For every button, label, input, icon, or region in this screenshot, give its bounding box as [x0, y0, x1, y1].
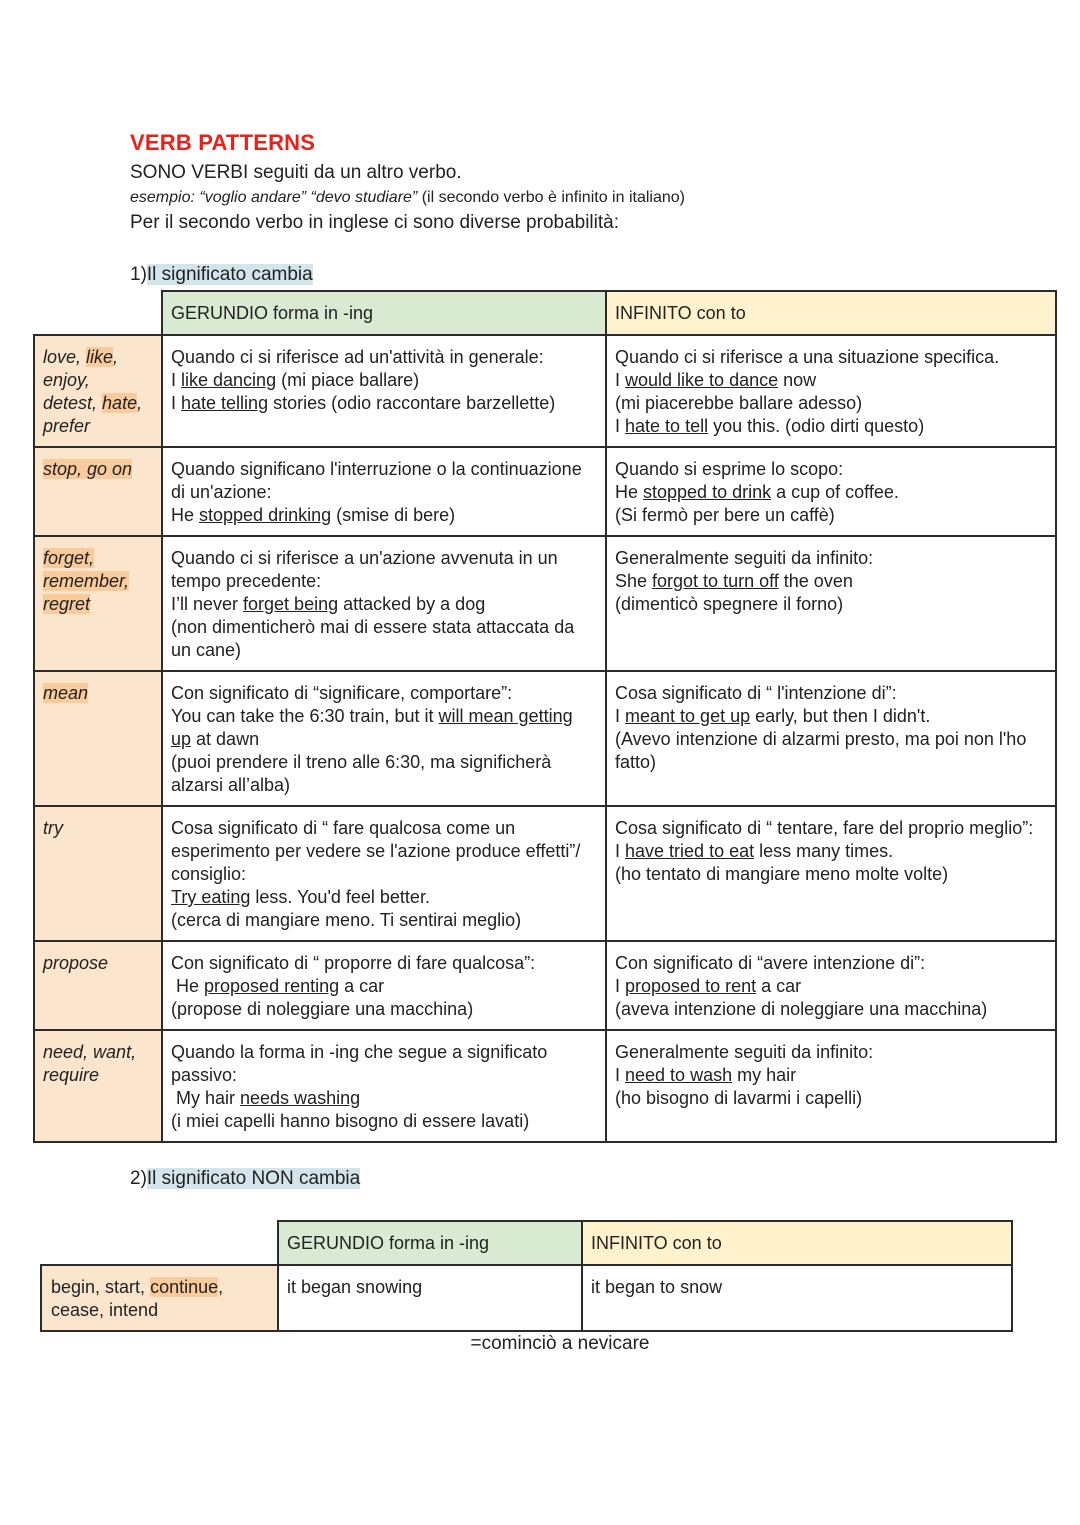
intro-line-1: SONO VERBI seguiti da un altro verbo.: [130, 162, 462, 183]
infinitive-cell: [606, 1030, 1056, 1142]
table-header-row: [41, 1221, 1012, 1265]
table-row: [34, 335, 1056, 447]
infinitive-translation: (ho tentato di mangiare meno molte volte): [615, 864, 949, 884]
verb-comma: ,: [113, 347, 119, 367]
gerund-translation: (propose di noleggiare una macchina): [171, 999, 474, 1019]
infinitive-description: Generalmente seguiti da infinito:: [615, 1042, 874, 1062]
empty-corner-cell: [34, 291, 162, 335]
verbs-label: mean: [43, 683, 89, 703]
infinitive-example: I meant to get up early, but then I didn't.: [615, 706, 931, 726]
verb-comma: ,: [218, 1277, 224, 1297]
gerund-cell: [162, 335, 606, 447]
table-row: [34, 536, 1056, 671]
infinitive-example: I proposed to rent a car: [615, 976, 802, 996]
infinitive-translation: (aveva intenzione di noleggiare una macchina): [615, 999, 988, 1019]
verbs-cease-intend: cease, intend: [51, 1300, 159, 1320]
verb-prefer: prefer: [43, 416, 91, 436]
infinitive-description: Cosa significato di “ tentare, fare del proprio meglio”:: [615, 818, 1034, 838]
header-infinitive: INFINITO con to: [606, 291, 1056, 335]
gerund-example: I like dancing (mi piace ballare): [171, 370, 420, 390]
header-infinitive: INFINITO con to: [582, 1221, 1012, 1265]
infinitive-cell: [606, 447, 1056, 536]
verbs-label: propose: [43, 953, 109, 973]
gerund-translation: (i miei capelli hanno bisogno di essere lavati): [171, 1111, 530, 1131]
infinitive-cell: [606, 671, 1056, 806]
verb-patterns-table-meaning-same: [40, 1220, 1013, 1332]
infinitive-example: I would like to dance now: [615, 370, 817, 390]
gerund-example: My hair needs washing: [171, 1088, 361, 1108]
gerund-cell: [162, 536, 606, 671]
section-1-number: 1): [130, 264, 147, 285]
verbs-label: forget, remember, regret: [43, 548, 130, 614]
table-row: [34, 447, 1056, 536]
verbs-begin-start: begin, start,: [51, 1277, 151, 1297]
gerund-cell: [162, 447, 606, 536]
table-row: [34, 941, 1056, 1030]
verb-hate: hate: [102, 393, 138, 413]
empty-corner-cell: [41, 1221, 278, 1265]
header-gerund: GERUNDIO forma in -ing: [278, 1221, 582, 1265]
intro-line-2: [130, 189, 685, 207]
gerund-cell: [162, 671, 606, 806]
gerund-translation: (puoi prendere il treno alle 6:30, ma significherà alzarsi all’alba): [171, 752, 552, 795]
section-1-title: Il significato cambia: [146, 264, 313, 285]
verb-like: like: [86, 347, 114, 367]
gerund-example: He stopped drinking (smise di bere): [171, 505, 456, 525]
section-2-number: 2): [130, 1168, 147, 1189]
infinitive-cell: it began to snow: [582, 1265, 1012, 1331]
infinitive-translation: (dimenticò spegnere il forno): [615, 594, 844, 614]
gerund-example: I’ll never forget being attacked by a dog: [171, 594, 486, 614]
infinitive-cell: [606, 941, 1056, 1030]
infinitive-example: I have tried to eat less many times.: [615, 841, 894, 861]
verb-love: love,: [43, 347, 87, 367]
gerund-example: He proposed renting a car: [171, 976, 385, 996]
table-row: [34, 806, 1056, 941]
gerund-translation: (cerca di mangiare meno. Ti sentirai meglio): [171, 910, 522, 930]
infinitive-translation: (Si fermò per bere un caffè): [615, 505, 835, 525]
gerund-example: You can take the 6:30 train, but it will mean getting up at dawn: [171, 706, 573, 749]
infinitive-description: Con significato di “avere intenzione di”:: [615, 953, 926, 973]
verbs-label: stop, go on: [43, 459, 133, 479]
infinitive-description: Generalmente seguiti da infinito:: [615, 548, 874, 568]
infinitive-cell: [606, 335, 1056, 447]
section-2-title: Il significato NON cambia: [146, 1168, 361, 1189]
section-1-heading: [130, 264, 313, 286]
gerund-cell: [162, 941, 606, 1030]
table-row: [34, 1030, 1056, 1142]
table-row: [34, 671, 1056, 806]
gerund-cell: it began snowing: [278, 1265, 582, 1331]
verbs-cell: [34, 1030, 162, 1142]
infinitive-description: Quando ci si riferisce a una situazione specifica.: [615, 347, 1000, 367]
gerund-description: Quando ci si riferisce ad un'attività in generale:: [171, 347, 544, 367]
infinitive-cell: [606, 536, 1056, 671]
gerund-example: I hate telling stories (odio raccontare barzellette): [171, 393, 556, 413]
gerund-description: Quando ci si riferisce a un'azione avvenuta in un tempo precedente:: [171, 548, 558, 591]
verbs-cell: [34, 941, 162, 1030]
table-header-row: [34, 291, 1056, 335]
verbs-cell: [41, 1265, 278, 1331]
infinitive-example: She forgot to turn off the oven: [615, 571, 853, 591]
infinitive-example: I need to wash my hair: [615, 1065, 797, 1085]
gerund-translation: (non dimenticherò mai di essere stata attaccata da un cane): [171, 617, 575, 660]
gerund-description: Quando significano l'interruzione o la continuazione di un'azione:: [171, 459, 582, 502]
header-gerund: GERUNDIO forma in -ing: [162, 291, 606, 335]
infinitive-cell: [606, 806, 1056, 941]
intro-example: esempio: “voglio andare” “devo studiare”: [130, 189, 418, 206]
infinitive-description: Quando si esprime lo scopo:: [615, 459, 844, 479]
verbs-cell: [34, 447, 162, 536]
verbs-cell: [34, 335, 162, 447]
gerund-description: Con significato di “significare, comportare”:: [171, 683, 513, 703]
infinitive-description: Cosa significato di “ l'intenzione di”:: [615, 683, 897, 703]
translation-note: =cominciò a nevicare: [470, 1333, 650, 1354]
gerund-example: Try eating less. You'd feel better.: [171, 887, 430, 907]
infinitive-example: He stopped to drink a cup of coffee.: [615, 482, 899, 502]
verbs-cell: [34, 671, 162, 806]
infinitive-translation: (mi piacerebbe ballare adesso): [615, 393, 863, 413]
section-2-heading: [130, 1168, 360, 1190]
infinitive-example: I hate to tell you this. (odio dirti questo): [615, 416, 925, 436]
infinitive-translation: (Avevo intenzione di alzarmi presto, ma poi non l'ho fatto): [615, 729, 1027, 772]
verbs-cell: [34, 536, 162, 671]
verbs-label: try: [43, 818, 63, 838]
verb-comma: ,: [137, 393, 143, 413]
gerund-cell: [162, 1030, 606, 1142]
gerund-description: Quando la forma in -ing che segue a significato passivo:: [171, 1042, 548, 1085]
intro-line-3: Per il secondo verbo in inglese ci sono diverse probabilità:: [130, 212, 619, 233]
verb-enjoy: enjoy,: [43, 370, 90, 390]
table-row: [41, 1265, 1012, 1331]
verb-continue: continue: [150, 1277, 219, 1297]
page-title: VERB PATTERNS: [130, 130, 316, 155]
gerund-cell: [162, 806, 606, 941]
infinitive-translation: (ho bisogno di lavarmi i capelli): [615, 1088, 863, 1108]
gerund-description: Con significato di “ proporre di fare qualcosa”:: [171, 953, 536, 973]
verbs-cell: [34, 806, 162, 941]
verbs-label: need, want, require: [43, 1042, 137, 1085]
verb-detest: detest,: [43, 393, 103, 413]
gerund-description: Cosa significato di “ fare qualcosa come un esperimento per vedere se l'azione produce effetti”/ consiglio:: [171, 818, 581, 884]
verb-patterns-table-meaning-changes: [33, 290, 1057, 1143]
intro-example-note: (il secondo verbo è infinito in italiano): [417, 189, 685, 206]
